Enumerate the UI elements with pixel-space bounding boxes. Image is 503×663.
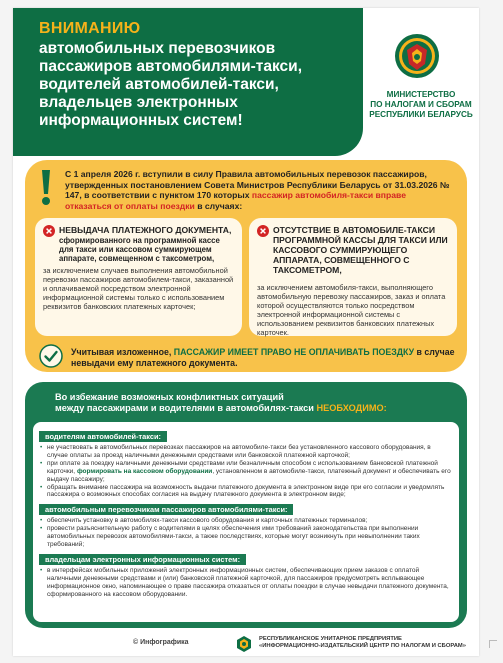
header-accent: ВНИМАНИЮ [39, 20, 141, 37]
list-item [39, 525, 453, 549]
summary-tail: в случае невыдачи ему платежного документа. [71, 347, 455, 368]
notice-summary [39, 344, 459, 370]
card-head [43, 225, 234, 264]
header-title-line: автомобильных перевозчиков [39, 40, 276, 57]
section-label-drivers: водителям автомобилей-такси: [39, 431, 167, 442]
header-title-line: водителей автомобилей-такси, [39, 76, 279, 93]
summary-lead: Учитывая изложенное, [71, 347, 174, 357]
card-body: за исключением автомобиля-такси, выполняющего автомобильную перевозку пассажиров, заказ и оплата которой осуществляются только посредством электронной информационной системы с использованием реквизитов банковских платежных карточек. [257, 283, 446, 337]
summary-text [71, 347, 461, 368]
publisher [259, 636, 474, 650]
ministry-emblem-icon [393, 32, 441, 80]
publisher-line: «ИНФОРМАЦИОННО-ИЗДАТЕЛЬСКИЙ ЦЕНТР ПО НАЛОГАМ И СБОРАМ» [259, 643, 466, 649]
requirements-list [33, 422, 459, 622]
notice-intro-highlight: пассажир автомобиля-такси вправе отказаться от оплаты поездки [65, 190, 406, 211]
card-head [257, 225, 449, 275]
list-item-text: обращать внимание пассажира на возможность выдачи платежного документа в электронном виде при его согласии и уведомлять пассажира о возможных способах согласия на выдачу платежного документа в электронном виде; [47, 483, 445, 499]
carriers-list [39, 517, 453, 549]
requirements-title [55, 392, 455, 414]
summary-highlight: ПАССАЖИР ИМЕЕТ ПРАВО НЕ ОПЛАЧИВАТЬ ПОЕЗДКУ [173, 347, 415, 357]
section-label-carriers: автомобильным перевозчикам пассажиров автомобилями-такси: [39, 504, 293, 515]
exclamation-icon [35, 168, 57, 208]
ministry-name [367, 90, 475, 120]
list-item-text: обеспечить установку в автомобилях-такси кассового оборудования и карточных платежных терминалов; [47, 517, 368, 525]
header-banner [13, 8, 363, 156]
list-item [39, 460, 453, 484]
list-item [39, 444, 453, 460]
header-title-line: владельцев электронных [39, 94, 238, 111]
ministry-name-line: РЕСПУБЛИКИ БЕЛАРУСЬ [369, 110, 473, 119]
requirements-title-line: между пассажирами и водителями в автомобилях-такси [55, 403, 317, 413]
list-item-text: при оплате за поездку наличными денежными средствами или безналичным способом с использованием банковской платежной карточки, [47, 459, 438, 475]
poster [13, 8, 479, 656]
list-item-highlight: формировать на кассовом оборудовании [76, 467, 213, 475]
list-item-tail: , установленном в автомобиле-такси, платежный документ и обеспечивать его выдачу пассажиру; [47, 467, 451, 483]
case-card-no-receipt [35, 218, 242, 336]
header-title-line: пассажиров автомобилями-такси, [39, 58, 303, 75]
header [13, 8, 479, 156]
publisher-line: РЕСПУБЛИКАНСКОЕ УНИТАРНОЕ ПРЕДПРИЯТИЕ [259, 636, 402, 642]
notice-intro-text: С 1 апреля 2026 г. вступили в силу Правила автомобильных перевозок пассажиров, утвержденных постановлением Совета Министров Республики Беларусь от 31.03.2026 № 147, в соответствии с пунктом 170 которых [65, 169, 450, 200]
copyright: © Инфографика [133, 639, 189, 646]
drivers-list [39, 444, 453, 499]
section-label-system-owners: владельцам электронных информационных систем: [39, 554, 246, 565]
close-circle-icon [43, 225, 55, 237]
case-card-no-cash-register [249, 218, 457, 336]
ministry-block [363, 8, 479, 156]
footer [13, 632, 479, 656]
publisher-logo-icon [235, 635, 253, 653]
card-title: ОТСУТСТВИЕ В АВТОМОБИЛЕ-ТАКСИ ПРОГРАММНОЙ КАССЫ ДЛЯ ТАКСИ ИЛИ КАССОВОГО СУММИРУЮЩЕГО АППАРАТА, СОВМЕЩЕННОГО С ТАКСОМЕТРОМ, [273, 225, 448, 275]
check-circle-icon [39, 344, 63, 368]
list-item-text: в интерфейсах мобильных приложений электронных информационных систем, обеспечивающих прием заказов с оплатой наличными денежными средствами и (или) банковской платежной карточкой, для пассажиров предусмотреть всплывающее информационное окно, напоминающее о праве пассажира отказаться от оплаты поездки в случае невыдачи платежного документа, сформированного на кассовом оборудовании. [47, 566, 449, 598]
crop-mark [489, 640, 497, 648]
requirements-panel [25, 382, 467, 628]
requirements-title-accent: НЕОБХОДИМО: [316, 403, 387, 413]
list-item [39, 567, 453, 599]
ministry-name-line: МИНИСТЕРСТВО [386, 90, 456, 99]
notice-intro-tail: в случаях: [194, 200, 243, 211]
header-title [39, 40, 353, 130]
card-title: НЕВЫДАЧА ПЛАТЕЖНОГО ДОКУМЕНТА, [59, 225, 232, 235]
requirements-title-line: Во избежание возможных конфликтных ситуаций [55, 392, 284, 402]
notice-panel [25, 160, 467, 372]
list-item-text: не участвовать в автомобильных перевозках пассажиров на автомобиле-такси без установленного кассового оборудования, в случае оплаты за проезд наличными денежными средствами или банковской платежной карточкой; [47, 444, 431, 459]
system-owners-list [39, 567, 453, 599]
notice-intro [65, 169, 455, 211]
header-title-line: информационных систем! [39, 112, 243, 129]
list-item [39, 484, 453, 500]
list-item-text: провести разъяснительную работу с водителями в целях обеспечения ими требований законодательства при выполнении автомобильных перевозок автомобилями-такси, а также последствиях, которые могут возникнуть при невыполнении таких требований; [47, 525, 420, 549]
card-body: за исключением случаев выполнения автомобильной перевозки пассажиров автомобилем-такси, заказанной и оплачиваемой посредством электронной информационной системы только с использованием реквизитов банковских платежных карточек; [43, 265, 234, 311]
card-subtitle: сформированного на программной кассе для такси или кассовом суммирующем аппарате, совмещенном с таксометром, [59, 236, 220, 264]
ministry-name-line: ПО НАЛОГАМ И СБОРАМ [370, 100, 472, 109]
close-circle-icon [257, 225, 269, 237]
